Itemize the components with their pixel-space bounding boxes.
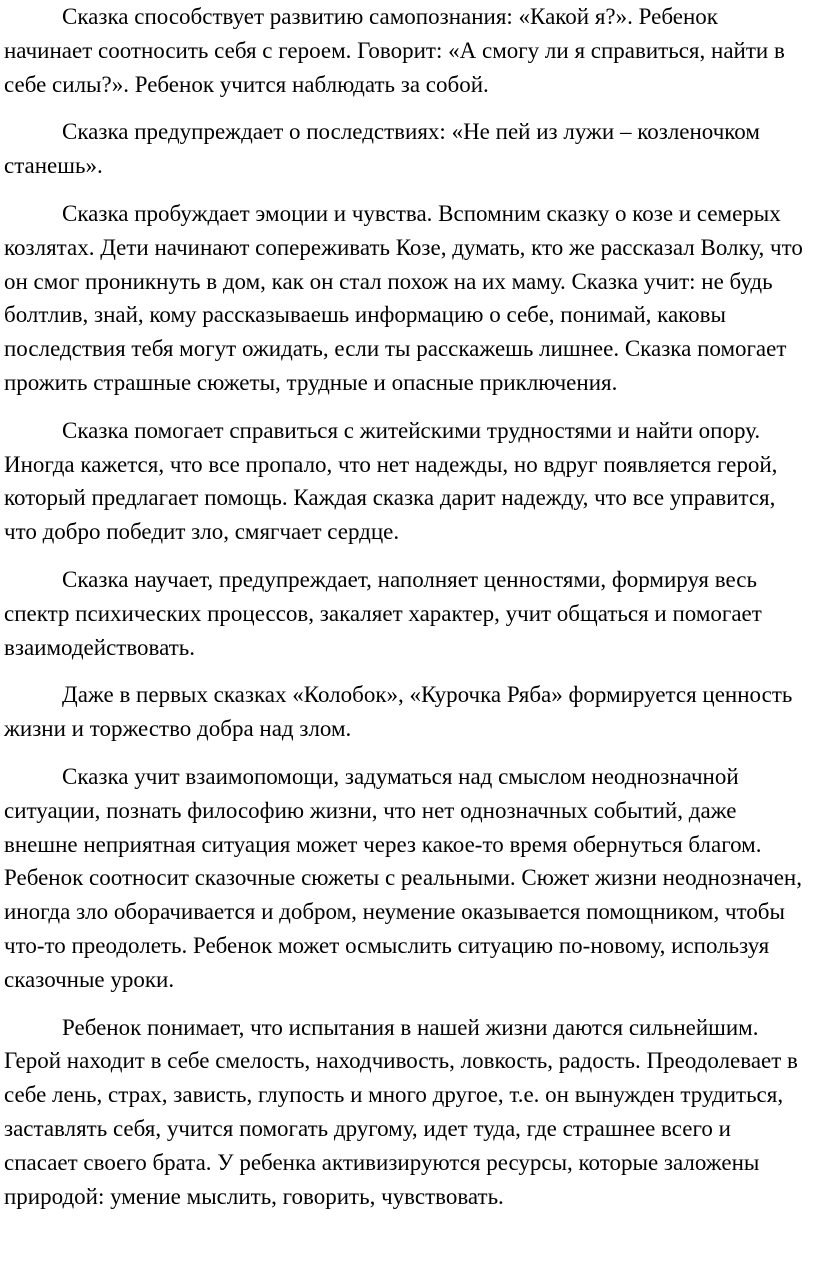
paragraph-first-tales: Даже в первых сказках «Колобок», «Курочка Ряба» формируется ценность жизни и торжество добра над злом. [4,682,793,742]
paragraph-emotions: Сказка пробуждает эмоции и чувства. Вспомним сказку о козе и семерых козлятах. Дети начинают сопереживать Козе, думать, кто же рассказал Волку, что он смог проникнуть в дом, как он стал похож на их маму. Сказка учит: не будь болтлив, знай, кому рассказываешь информацию о себе, понимай, каковы последствия тебя могут ожидать, если ты расскажешь лишнее. Сказка помогает прожить страшные сюжеты, трудные и опасные приключения. [4,200,803,395]
paragraph-consequences: Сказка предупреждает о последствиях: «Не пей из лужи – козленочком станешь». [4,119,760,179]
paragraph-difficulties: Сказка помогает справиться с житейскими трудностями и найти опору. Иногда кажется, что все пропало, что нет надежды, но вдруг появляется герой, который предлагает помощь. Каждая сказка дарит надежду, что все управится, что добро победит зло, смягчает сердце. [4,417,778,545]
paragraph-self-knowledge: Сказка способствует развитию самопознания: «Какой я?». Ребенок начинает соотносить себя с героем. Говорит: «А смогу ли я справиться, найти в себе силы?». Ребенок учится наблюдать за собой. [4,4,785,97]
paragraph-trials: Ребенок понимает, что испытания в нашей жизни даются сильнейшим. Герой находит в себе смелость, находчивость, ловкость, радость. Преодолевает в себе лень, страх, зависть, глупость и много другое, т.е. он вынужден трудиться, заставлять себя, учится помогать другому, идет туда, где страшнее всего и спасает своего брата. У ребенка активизируются ресурсы, которые заложены природой: умение мыслить, говорить, чувствовать. [4,1014,798,1209]
paragraph-mutual-help: Сказка учит взаимопомощи, задуматься над смыслом неоднозначной ситуации, познать философию жизни, что нет однозначных событий, даже внешне неприятная ситуация может через какое-то время обернуться благом. Ребенок соотносит сказочные сюжеты с реальными. Сюжет жизни неоднозначен, иногда зло оборачивается и добром, неумение оказывается помощником, чтобы что-то преодолеть. Ребенок может осмыслить ситуацию по-новому, используя сказочные уроки. [4,763,802,992]
paragraph-values: Сказка научает, предупреждает, наполняет ценностями, формируя весь спектр психических процессов, закаляет характер, учит общаться и помогает взаимодействовать. [4,566,762,660]
